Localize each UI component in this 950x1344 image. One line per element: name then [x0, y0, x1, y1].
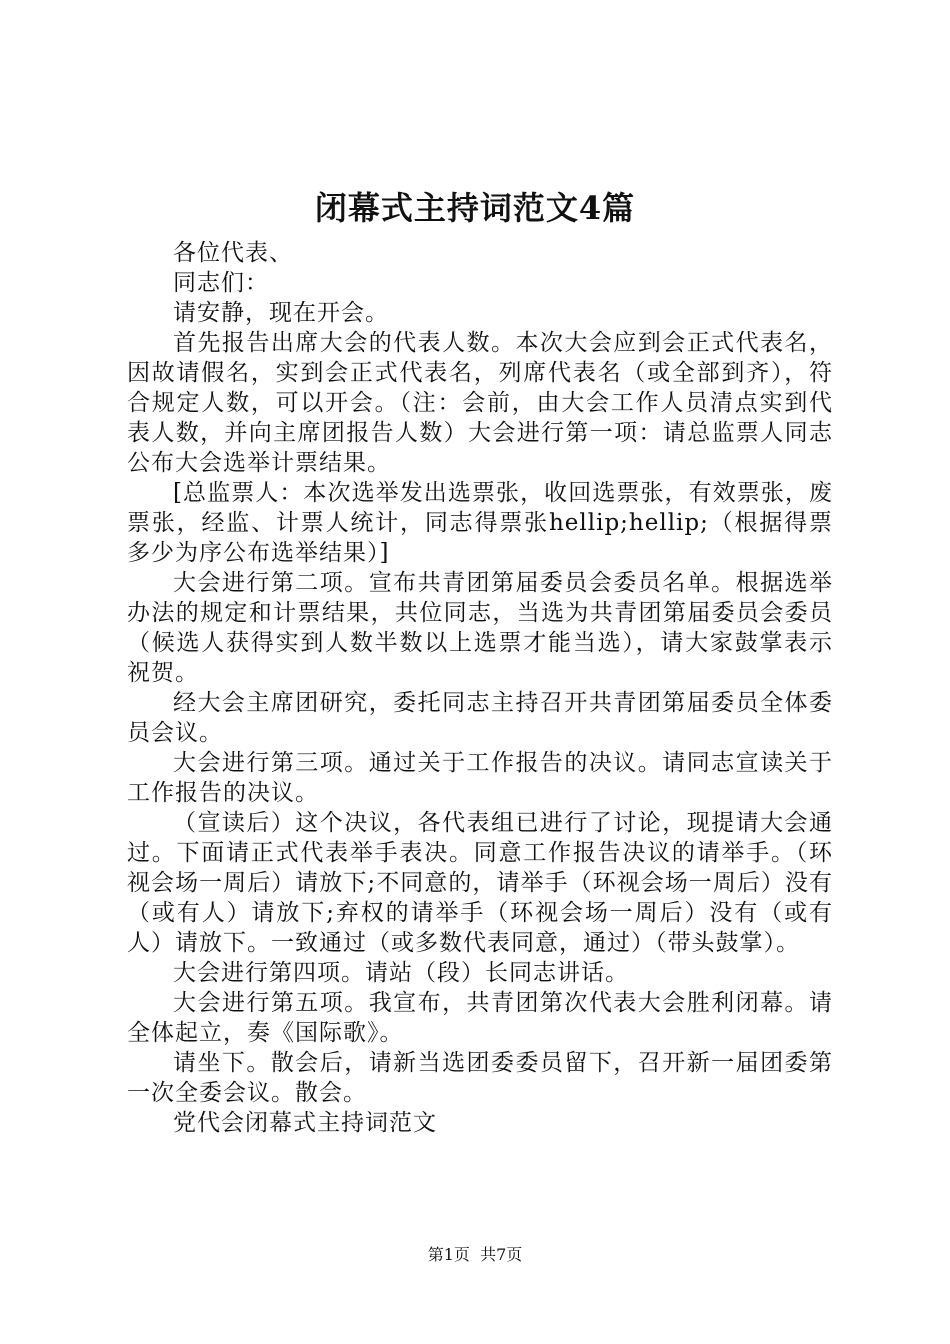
- document-body: [127, 238, 833, 1138]
- paragraph: 请安静，现在开会。: [173, 300, 389, 326]
- paragraph: 大会进行第二项。宣布共青团第届委员会委员名单。根据选举办法的规定和计票结果，共位同志，当选为共青团第届委员会委员（候选人获得实到人数半数以上选票才能当选），请大家鼓掌表示祝贺。: [127, 570, 833, 686]
- document-title: 闭幕式主持词范文4篇: [314, 189, 636, 227]
- paragraph: 党代会闭幕式主持词范文: [173, 1110, 437, 1136]
- paragraph: 大会进行第三项。通过关于工作报告的决议。请同志宣读关于工作报告的决议。: [127, 750, 833, 806]
- footer-separator: [470, 1245, 480, 1264]
- paragraph: 大会进行第四项。请站（段）长同志讲话。: [173, 960, 629, 986]
- paragraph: 各位代表、: [173, 240, 293, 266]
- page-number: 第1页: [427, 1245, 470, 1264]
- paragraph: [总监票人：本次选举发出选票张，收回选票张，有效票张，废票张，经监、计票人统计，同志得票张hellip;hellip;（根据得票多少为序公布选举结果）]: [127, 480, 833, 566]
- paragraph: 首先报告出席大会的代表人数。本次大会应到会正式代表名，因故请假名，实到会正式代表名，列席代表名（或全部到齐），符合规定人数，可以开会。（注：会前，由大会工作人员清点实到代表人数，并向主席团报告人数）大会进行第一项：请总监票人同志公布大会选举计票结果。: [127, 330, 833, 476]
- paragraph: 大会进行第五项。我宣布，共青团第次代表大会胜利闭幕。请全体起立，奏《国际歌》。: [127, 990, 833, 1046]
- paragraph: 请坐下。散会后，请新当选团委委员留下，召开新一届团委第一次全委会议。散会。: [127, 1050, 833, 1106]
- page-total: 共7页: [480, 1245, 523, 1264]
- paragraph: （宣读后）这个决议，各代表组已进行了讨论，现提请大会通过。下面请正式代表举手表决。同意工作报告决议的请举手。（环视会场一周后）请放下;不同意的，请举手（环视会场一周后）没有（或有人）请放下;弃权的请举手（环视会场一周后）没有（或有人）请放下。一致通过（或多数代表同意，通过）（带头鼓掌）。: [127, 810, 833, 956]
- paragraph: 同志们：: [173, 270, 269, 296]
- paragraph: 经大会主席团研究，委托同志主持召开共青团第届委员全体委员会议。: [127, 690, 833, 746]
- page-footer: [0, 1245, 950, 1265]
